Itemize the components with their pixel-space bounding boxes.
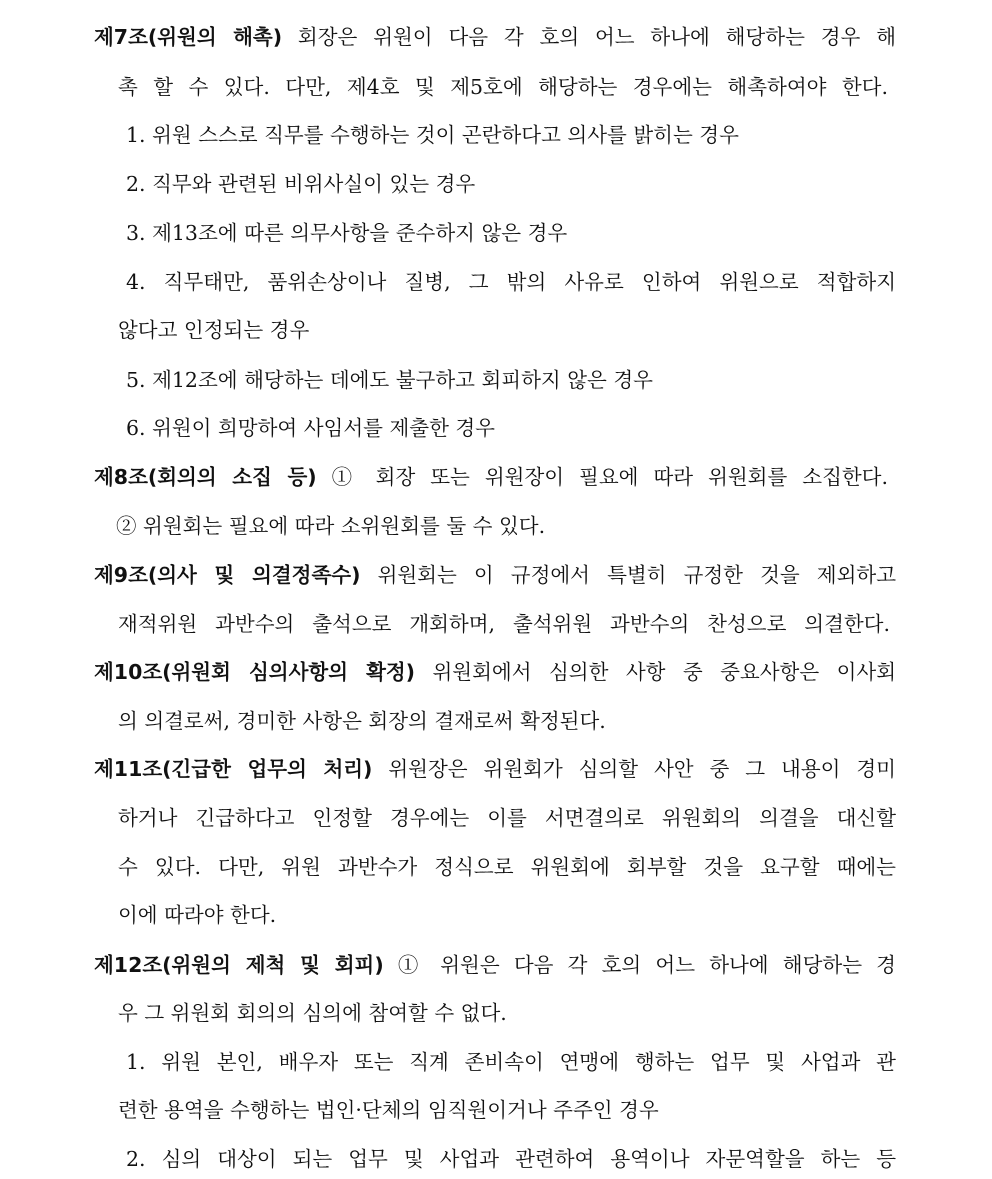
article-10-line bbox=[94, 657, 896, 687]
list-item-text: 4. 직무태만, 품위손상이나 질병, 그 밖의 사유로 인하여 위원으로 적합하지 bbox=[126, 270, 896, 294]
article-10-cont bbox=[118, 706, 818, 736]
article-8-cont bbox=[116, 511, 816, 541]
article-12-line bbox=[94, 950, 896, 980]
list-item-text: 5. 제12조에 해당하는 데에도 불구하고 회피하지 않은 경우 bbox=[126, 368, 653, 392]
list-item-text: 련한 용역을 수행하는 법인·단체의 임직원이거나 주주인 경우 bbox=[118, 1098, 659, 1122]
body-text: 재적위원 과반수의 출석으로 개회하며, 출석위원 과반수의 찬성으로 의결한다. bbox=[118, 612, 890, 636]
list-item bbox=[126, 365, 826, 395]
article-9-line bbox=[94, 560, 896, 590]
list-item-text: 1. 위원 본인, 배우자 또는 직계 존비속이 연맹에 행하는 업무 및 사업과 관 bbox=[126, 1050, 896, 1074]
article-12-heading: 제12조(위원의 제척 및 회피) bbox=[94, 953, 384, 977]
body-text: ② 위원회는 필요에 따라 소위원회를 둘 수 있다. bbox=[116, 514, 546, 538]
list-item-cont bbox=[118, 315, 818, 345]
article-7-heading: 제7조(위원의 해촉) bbox=[94, 25, 283, 49]
article-11-text: 위원장은 위원회가 심의할 사안 중 그 내용이 경미 bbox=[372, 757, 896, 781]
body-text: 하거나 긴급하다고 인정할 경우에는 이를 서면결의로 위원회의 의결을 대신할 bbox=[118, 806, 896, 830]
article-9-cont bbox=[118, 609, 890, 639]
article-12-text: ① 위원은 다음 각 호의 어느 하나에 해당하는 경 bbox=[383, 953, 896, 977]
body-text: 우 그 위원회 회의의 심의에 참여할 수 없다. bbox=[118, 1001, 507, 1025]
list-item-text: 6. 위원이 희망하여 사임서를 제출한 경우 bbox=[126, 416, 495, 440]
list-item-text: 1. 위원 스스로 직무를 수행하는 것이 곤란하다고 의사를 밝히는 경우 bbox=[126, 123, 739, 147]
list-item-text: 2. 심의 대상이 되는 업무 및 사업과 관련하여 용역이나 자문역할을 하는 등 bbox=[126, 1147, 896, 1171]
body-text: 이에 따라야 한다. bbox=[118, 903, 277, 927]
list-item bbox=[126, 169, 826, 199]
article-10-heading: 제10조(위원회 심의사항의 확정) bbox=[94, 660, 416, 684]
article-9-heading: 제9조(의사 및 의결정족수) bbox=[94, 563, 361, 587]
article-7-line bbox=[94, 22, 896, 52]
article-11-line bbox=[94, 754, 896, 784]
list-item-text: 않다고 인정되는 경우 bbox=[118, 318, 310, 342]
list-item bbox=[126, 1144, 896, 1174]
article-12-cont bbox=[118, 998, 818, 1028]
body-text: 의 의결로써, 경미한 사항은 회장의 결재로써 확정된다. bbox=[118, 709, 606, 733]
list-item bbox=[126, 120, 826, 150]
article-11-heading: 제11조(긴급한 업무의 처리) bbox=[94, 757, 373, 781]
article-7-text: 회장은 위원이 다음 각 호의 어느 하나에 해당하는 경우 해 bbox=[282, 25, 896, 49]
article-11-cont bbox=[118, 900, 818, 930]
list-item-text: 2. 직무와 관련된 비위사실이 있는 경우 bbox=[126, 172, 476, 196]
article-8-heading: 제8조(회의의 소집 등) bbox=[94, 465, 317, 489]
article-7-cont bbox=[118, 72, 888, 102]
body-text: 수 있다. 다만, 위원 과반수가 정식으로 위원회에 회부할 것을 요구할 때에는 bbox=[118, 855, 896, 879]
body-text: 촉 할 수 있다. 다만, 제4호 및 제5호에 해당하는 경우에는 해촉하여야 한다. bbox=[118, 75, 888, 99]
list-item-text: 3. 제13조에 따른 의무사항을 준수하지 않은 경우 bbox=[126, 221, 568, 245]
list-item bbox=[126, 218, 826, 248]
list-item-cont bbox=[118, 1095, 818, 1125]
article-10-text: 위원회에서 심의한 사항 중 중요사항은 이사회 bbox=[415, 660, 896, 684]
article-8-text: ① 회장 또는 위원장이 필요에 따라 위원회를 소집한다. bbox=[316, 465, 889, 489]
list-item bbox=[126, 267, 896, 297]
article-11-cont bbox=[118, 852, 896, 882]
article-11-cont bbox=[118, 803, 896, 833]
list-item bbox=[126, 1047, 896, 1077]
article-8-line bbox=[94, 462, 888, 492]
article-9-text: 위원회는 이 규정에서 특별히 규정한 것을 제외하고 bbox=[360, 563, 896, 587]
list-item bbox=[126, 413, 826, 443]
